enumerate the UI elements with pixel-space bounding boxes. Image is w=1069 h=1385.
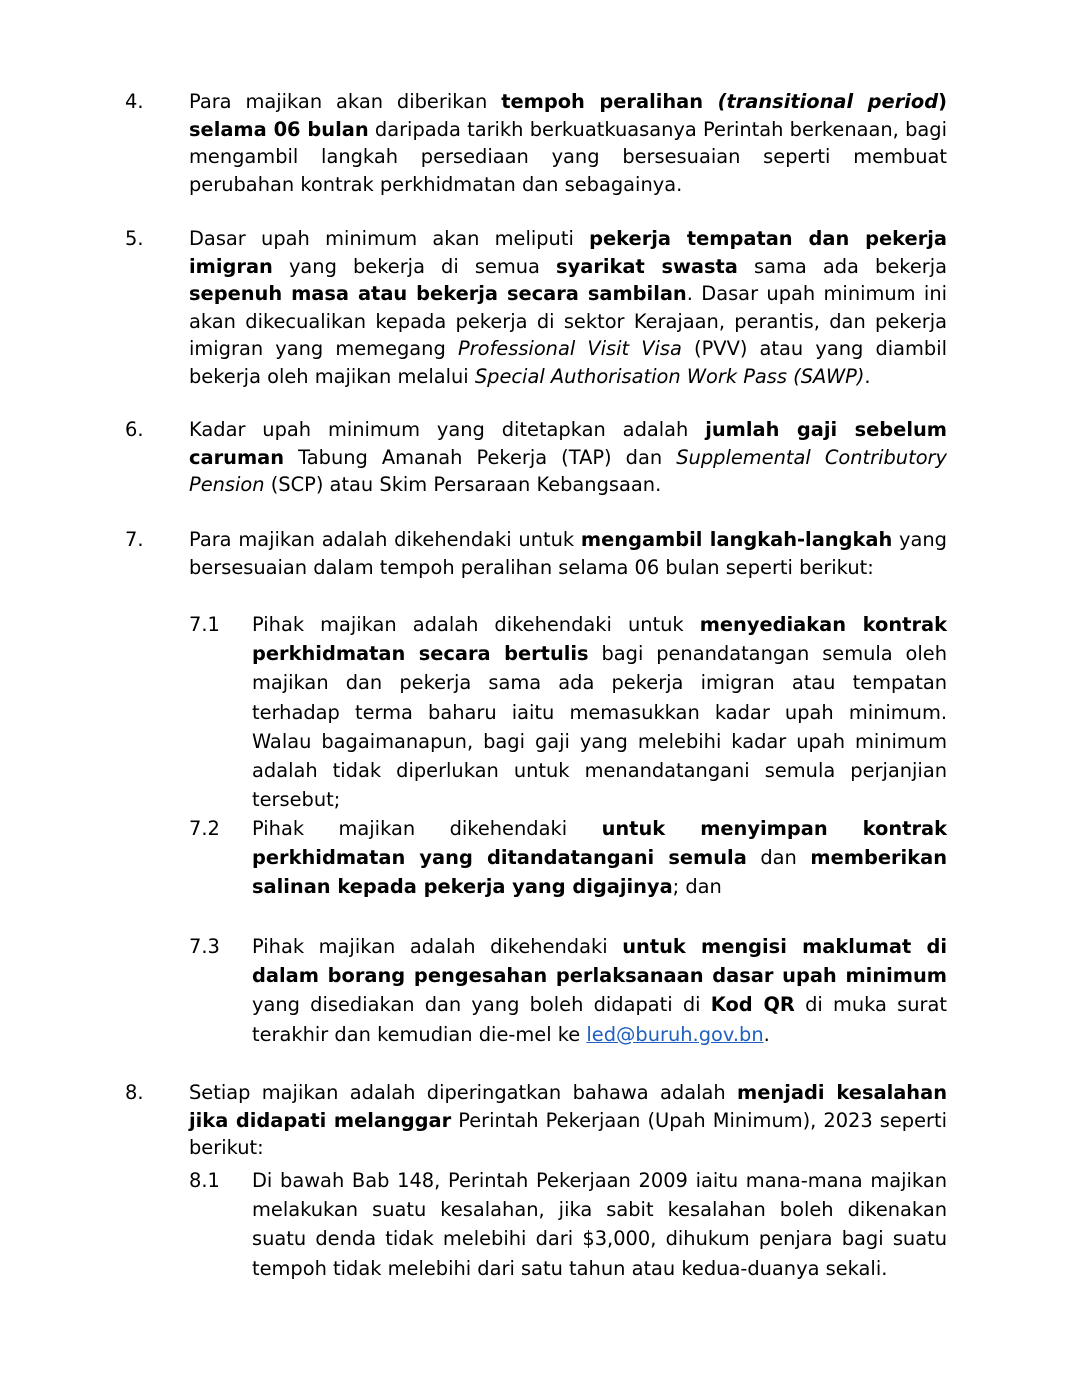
text-run: Pihak majikan adalah dikehendaki untuk [252, 613, 700, 636]
text-run: Pihak majikan adalah dikehendaki [252, 935, 623, 958]
text-run: sama ada bekerja [737, 254, 947, 278]
section-text [189, 225, 947, 390]
text-run: Di bawah Bab 148, Perintah Pekerjaan 2009 iaitu mana-mana majikan melakukan suatu kesalahan, jika sabit kesalahan boleh dikenakan suatu denda tidak melebihi dari $3,000, dihukum penjara bagi suatu tempoh tidak melebihi dari satu tahun atau kedua-duanya sekali. [252, 1169, 947, 1280]
section-text [189, 526, 947, 581]
subsection-text [252, 610, 947, 814]
text-run: bagi penandatangan semula oleh majikan dan pekerja sama ada pekerja imigran atau tempatan terhadap terma baharu iaitu memasukkan kadar upah minimum. Walau bagaimanapun, bagi gaji yang melebihi kadar upah minimum adalah tidak diperlukan untuk menandatangani semula perjanjian tersebut; [252, 642, 948, 812]
text-run: yang bersesuaian dalam tempoh peralihan selama 06 bulan seperti berikut: [189, 528, 947, 579]
bold-text: jumlah gaji sebelum caruman [189, 418, 947, 469]
text-run: Pihak majikan dikehendaki [252, 817, 602, 840]
italic-text: Supplemental Contributory Pension [189, 445, 948, 496]
bold-text: pekerja tempatan dan pekerja imigran [189, 227, 947, 278]
section-text [189, 88, 947, 198]
section-number: 5. [125, 227, 144, 250]
text-run: Para majikan akan diberikan [189, 90, 502, 113]
section-text [189, 416, 947, 499]
text-run: Tabung Amanah Pekerja (TAP) dan [284, 445, 677, 469]
text-run: (SCP) atau Skim Persaraan Kebangsaan. [264, 473, 662, 496]
section-number: 8. [125, 1081, 144, 1104]
section-number: 6. [125, 418, 144, 441]
text-run: Perintah Pekerjaan (Upah Minimum), 2023 seperti berikut: [189, 1108, 948, 1159]
text-run: . [864, 364, 871, 388]
section-text [189, 1079, 947, 1162]
bold-text: syarikat swasta [556, 254, 738, 278]
bold-text: untuk menyimpan kontrak perkhidmatan yang ditandatangani semula [252, 817, 947, 870]
text-run: Kadar upah minimum yang ditetapkan adalah [189, 418, 706, 441]
text-run: yang bekerja di semua [272, 254, 557, 278]
subsection-text [252, 1166, 947, 1283]
text-run: Setiap majikan adalah diperingatkan bahawa adalah [189, 1081, 738, 1104]
text-run: (PVV) atau yang diambil bekerja oleh majikan melalui [189, 337, 947, 388]
subsection-number: 7.3 [189, 935, 220, 958]
bold-text: sepenuh masa atau bekerja secara sambilan [189, 282, 687, 305]
italic-text: Special Authorisation Work Pass (SAWP) [474, 364, 865, 388]
bold-text: memberikan salinan kepada pekerja yang digajinya [252, 846, 947, 899]
bold-text: Kod QR [710, 993, 795, 1017]
text-run: ; dan [672, 875, 722, 899]
text-run: daripada tarikh berkuatkuasanya Perintah berkenaan, bagi mengambil langkah persediaan yang bersesuaian seperti membuat perubahan kontrak perkhidmatan dan sebagainya. [189, 117, 947, 196]
text-run: yang disediakan dan yang boleh didapati di [252, 993, 711, 1017]
subsection-number: 8.1 [189, 1169, 220, 1192]
bold-text: mengambil langkah-langkah [580, 528, 893, 551]
bold-text: menjadi kesalahan jika didapati melanggar [189, 1081, 947, 1132]
bold-text: menyediakan kontrak perkhidmatan secara bertulis [252, 613, 947, 666]
text-run: . [763, 1022, 770, 1046]
text-run: dan [746, 846, 811, 870]
subsection-text [252, 932, 947, 1049]
text-run: . Dasar upah minimum ini akan dikecualikan kepada pekerja di sektor Kerajaan, perantis, dan pekerja imigran yang memegang [189, 282, 947, 360]
subsection-text [252, 814, 947, 902]
section-number: 4. [125, 90, 144, 113]
bold-text: tempoh peralihan [501, 90, 718, 113]
bold-italic-text: (transitional period [717, 90, 939, 113]
text-run: di muka surat terakhir dan kemudian die-mel ke [252, 993, 947, 1046]
subsection-number: 7.1 [189, 613, 220, 636]
bold-text: ) selama 06 bulan [189, 90, 947, 141]
subsection-number: 7.2 [189, 817, 220, 840]
email-link[interactable]: led@buruh.gov.bn [586, 1022, 764, 1046]
bold-text: untuk mengisi maklumat di dalam borang pengesahan perlaksanaan dasar upah minimum [252, 935, 947, 988]
section-number: 7. [125, 528, 144, 551]
italic-text: Professional Visit Visa [457, 337, 682, 360]
text-run: Para majikan adalah dikehendaki untuk [189, 528, 581, 551]
text-run: Dasar upah minimum akan meliputi [189, 227, 590, 250]
